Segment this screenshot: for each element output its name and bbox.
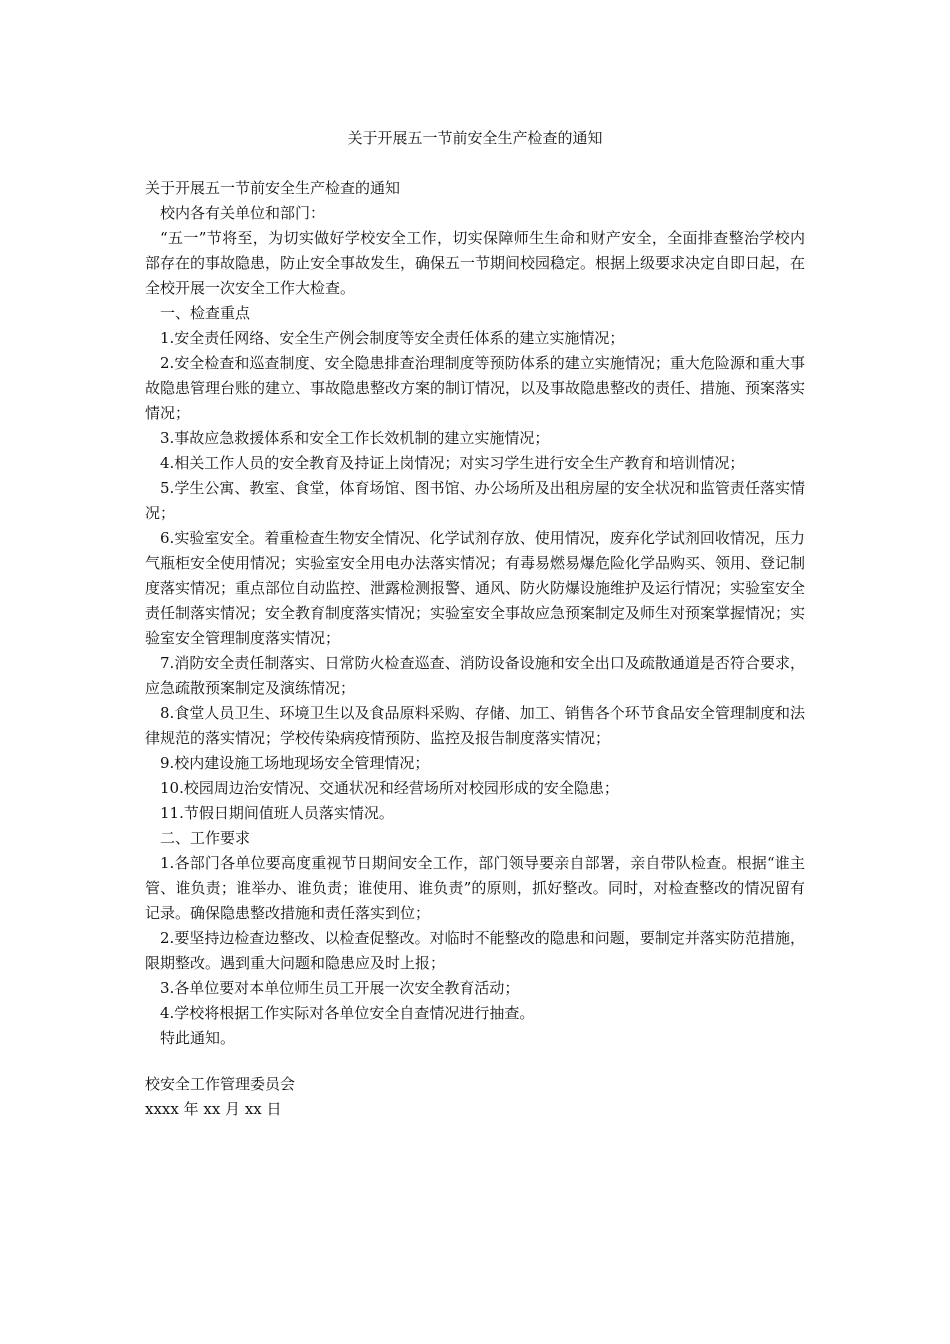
list-item: 8.食堂人员卫生、环境卫生以及食品原料采购、存储、加工、销售各个环节食品安全管理制度和法律规范的落实情况；学校传染病疫情预防、监控及报告制度落实情况； <box>145 704 805 747</box>
signature-block <box>145 1072 805 1122</box>
list-item: 9.校内建设施工场地现场安全管理情况； <box>160 754 430 772</box>
list-item: 3.各单位要对本单位师生员工开展一次安全教育活动； <box>160 979 520 997</box>
list-item: 11.节假日期间值班人员落实情况。 <box>160 804 394 822</box>
intro-paragraph: “五一”节将至，为切实做好学校安全工作，切实保障师生生命和财产安全，全面排查整治学校内部存在的事故隐患，防止安全事故发生，确保五一节期间校园稳定。根据上级要求决定自即日起，在全校开展一次安全工作大检查。 <box>145 229 806 297</box>
document-title: 关于开展五一节前安全生产检查的通知 <box>347 129 603 147</box>
list-item: 4.相关工作人员的安全教育及持证上岗情况；对实习学生进行安全生产教育和培训情况； <box>160 454 745 472</box>
section-heading-2: 二、工作要求 <box>160 829 251 847</box>
document-subtitle: 关于开展五一节前安全生产检查的通知 <box>145 179 401 197</box>
list-item: 1.各部门各单位要高度重视节日期间安全工作，部门领导要亲自部署，亲自带队检查。根据“谁主管、谁负责；谁举办、谁负责；谁使用、谁负责”的原则，抓好整改。同时，对检查整改的情况留有记录。确保隐患整改措施和责任落实到位； <box>145 854 805 922</box>
list-item: 2.安全检查和巡查制度、安全隐患排查治理制度等预防体系的建立实施情况；重大危险源和重大事故隐患管理台账的建立、事故隐患整改方案的制订情况，以及事故隐患整改的责任、措施、预案落实情况； <box>145 354 806 422</box>
list-item: 6.实验室安全。着重检查生物安全情况、化学试剂存放、使用情况，废弃化学试剂回收情况，压力气瓶柜安全使用情况；实验室安全用电办法落实情况；有毒易燃易爆危险化学品购买、领用、登记制度落实情况；重点部位自动监控、泄露检测报警、通风、防火防爆设施维护及运行情况；实验室安全责任制落实情况；安全教育制度落实情况；实验室安全事故应急预案制定及师生对预案掌握情况；实验室安全管理制度落实情况； <box>145 529 806 647</box>
list-item: 7.消防安全责任制落实、日常防火检查巡查、消防设备设施和安全出口及疏散通道是否符合要求，应急疏散预案制定及演练情况； <box>145 654 805 697</box>
signature-date: xxxx 年 xx 月 xx 日 <box>145 1100 282 1118</box>
closing-text: 特此通知。 <box>160 1029 236 1047</box>
list-item: 2.要坚持边检查边整改、以检查促整改。对临时不能整改的隐患和问题，要制定并落实防范措施，限期整改。遇到重大问题和隐患应及时上报； <box>145 929 805 972</box>
section-heading-1: 一、检查重点 <box>160 304 251 322</box>
salutation: 校内各有关单位和部门： <box>160 204 326 222</box>
list-item: 10.校园周边治安情况、交通状况和经营场所对校园形成的安全隐患； <box>160 779 619 797</box>
list-item: 4.学校将根据工作实际对各单位安全自查情况进行抽查。 <box>160 1004 535 1022</box>
list-item: 1.安全责任网络、安全生产例会制度等安全责任体系的建立实施情况； <box>160 329 625 347</box>
document-body <box>145 176 805 1051</box>
list-item: 3.事故应急救援体系和安全工作长效机制的建立实施情况； <box>160 429 550 447</box>
signature-org: 校安全工作管理委员会 <box>145 1075 296 1093</box>
list-item: 5.学生公寓、教室、食堂，体育场馆、图书馆、办公场所及出租房屋的安全状况和监管责任落实情况； <box>145 479 805 522</box>
